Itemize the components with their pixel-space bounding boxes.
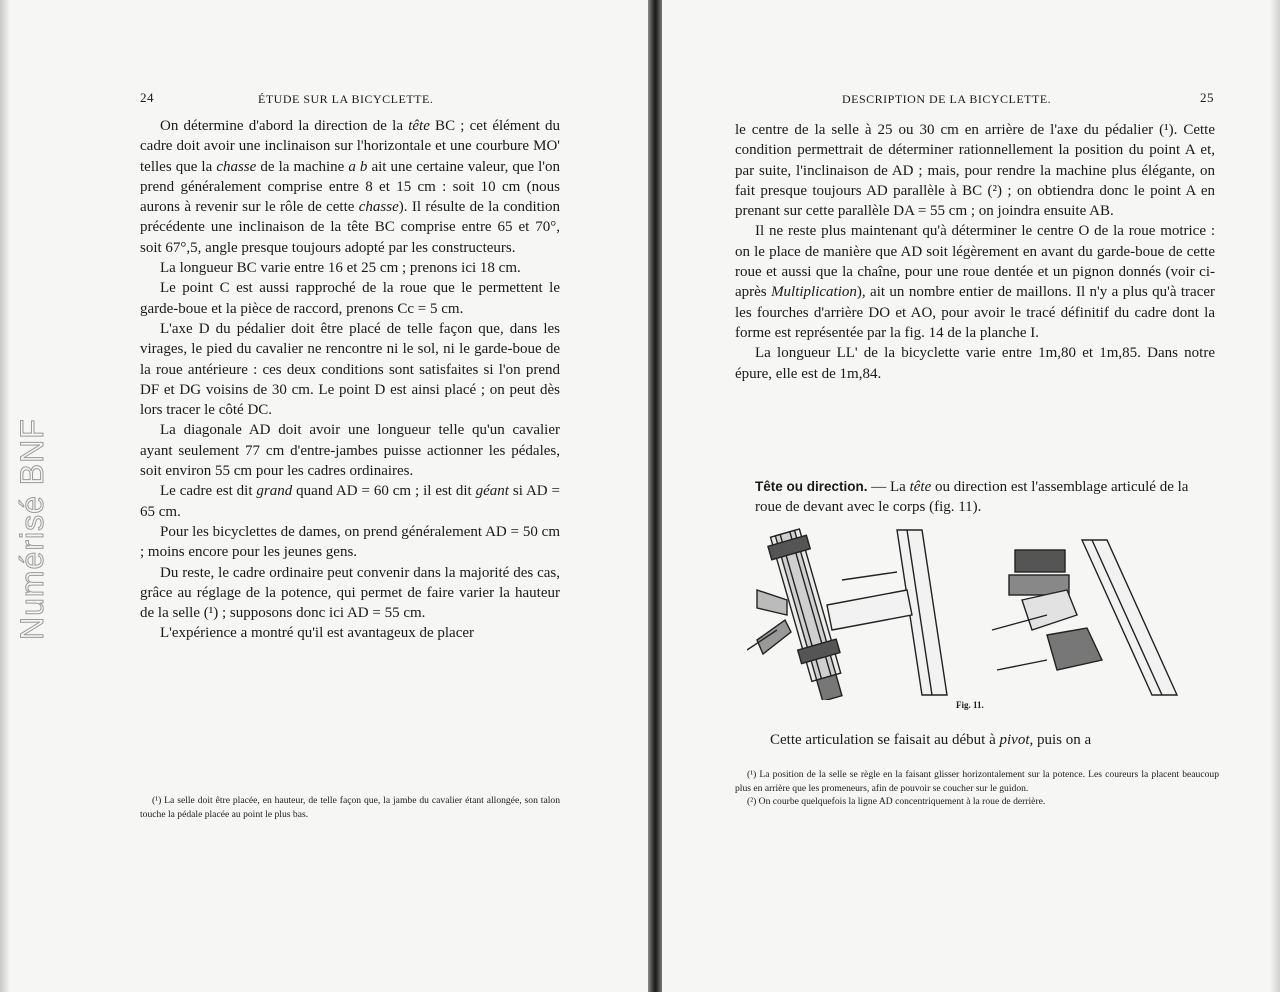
paragraph: Du reste, le cadre ordinaire peut convenir dans la majorité des cas, grâce au réglage de la potence, qui permet de faire varier la hauteur de la selle (¹) ; supposons donc ici AD = 55 cm.	[140, 564, 560, 622]
paragraph: Il ne reste plus maintenant qu'à déterminer le centre O de la roue motrice : on le place de manière que AD soit légèrement en avant du garde-boue de cette roue et aussi que la chaîne, pour une roue dentée et un pignon donnés (voir ci-après Multiplication), ait un nombre entier de maillons. Il n'y a plus qu'à tracer les fourches d'arrière DO et AO, pour avoir le tracé définitif du cadre dont la forme est représentée par la fig. 14 de la planche I.	[735, 223, 1216, 341]
figure-fork-junction	[827, 530, 947, 695]
paragraph: On détermine d'abord la direction de la tête BC ; cet élément du cadre doit avoir une inclinaison sur l'horizontale et une courbure MO' telles que la chasse de la machine a b ait une certaine valeur, que l'on prend généralement comprise entre 8 et 15 cm : soit 10 cm (nous aurons à revenir sur le rôle de cette chasse). Il résulte de la condition précédente une inclinaison de la tête BC comprise entre 65 et 70°, soit 67°,5, angle presque toujours adopté par les constructeurs.	[140, 118, 561, 256]
left-body-text	[140, 116, 560, 644]
right-page	[662, 0, 1280, 992]
left-footnotes	[140, 794, 560, 821]
left-page-number: 24	[140, 90, 154, 105]
footnote: (¹) La position de la selle se règle en la faisant glisser horizontalement sur la potence. Les coureurs la placent beaucoup plus en arrière que les promeneurs, afin de pouvoir se coucher sur le guidon.	[735, 769, 1219, 794]
paragraph: La longueur BC varie entre 16 et 25 cm ; prenons ici 18 cm.	[160, 260, 521, 277]
paragraph: L'axe D du pédalier doit être placé de telle façon que, dans les virages, le pied du cavalier ne rencontre ni le sol, ni le garde-boue de la roue antérieure : ces deux conditions sont satisfaites si l'on prend DF et DG voisins de 30 cm. Le point D est ainsi placé ; on peut dès lors tracer le côté DC.	[140, 320, 560, 419]
right-page-number: 25	[1200, 90, 1214, 105]
figure-bearing-cutaway	[992, 540, 1177, 695]
page-edge-shadow	[1270, 0, 1280, 992]
paragraph: Cette articulation se faisait au début à pivot, puis on a	[770, 732, 1092, 748]
paragraph: Le point C est aussi rapproché de la roue que le permettent le garde-boue et la pièce de raccord, prenons Cc = 5 cm.	[140, 280, 560, 317]
right-body-text	[735, 120, 1215, 384]
figure-11-headset-drawing	[747, 520, 1217, 700]
watermark-text: Numérisé BNF	[14, 418, 50, 640]
paragraph: L'expérience a montré qu'il est avantageux de placer	[160, 625, 475, 642]
right-footnotes	[735, 768, 1219, 809]
page-edge-shadow	[0, 0, 10, 992]
paragraph: le centre de la selle à 25 ou 30 cm en arrière de l'axe du pédalier (¹). Cette condition permettrait de déterminer rationnellement la position du point A et, par suite, l'inclinaison de AD ; mais, pour rendre la machine plus élégante, on fait presque toujours AD parallèle à BC (²) ; on obtiendra donc le point A en prenant sur cette parallèle DA = 55 cm ; on joindra ensuite AB.	[735, 122, 1215, 220]
section-heading-title: Tête ou direction.	[755, 479, 868, 494]
paragraph: La diagonale AD doit avoir une longueur telle qu'un cavalier ayant seulement 77 cm d'entre-jambes puisse actionner les pédales, soit environ 55 cm pour les cadres ordinaires.	[140, 422, 560, 480]
figure-caption: Fig. 11.	[956, 700, 984, 710]
paragraph: La longueur LL' de la bicyclette varie entre 1m,80 et 1m,85. Dans notre épure, elle est de 1m,84.	[735, 345, 1215, 382]
paragraph: Le cadre est dit grand quand AD = 60 cm ; il est dit géant si AD = 65 cm.	[140, 483, 560, 520]
paragraph: Pour les bicyclettes de dames, on prend généralement AD = 50 cm ; moins encore pour les jeunes gens.	[140, 523, 560, 561]
footnote: (¹) La selle doit être placée, en hauteur, de telle façon que, la jambe du cavalier étant allongée, son talon touche la pédale placée au point le plus bas.	[140, 795, 560, 820]
left-running-title: ÉTUDE SUR LA BICYCLETTE.	[258, 92, 434, 106]
book-gutter	[648, 0, 662, 992]
footnote: (²) On courbe quelquefois la ligne AD concentriquement à la roue de derrière.	[747, 796, 1046, 807]
right-running-title: DESCRIPTION DE LA BICYCLETTE.	[842, 92, 1052, 106]
section-heading: Tête ou direction. — La tête ou direction est l'assemblage articulé de la roue de devant avec le corps (fig. 11).	[755, 479, 1189, 516]
